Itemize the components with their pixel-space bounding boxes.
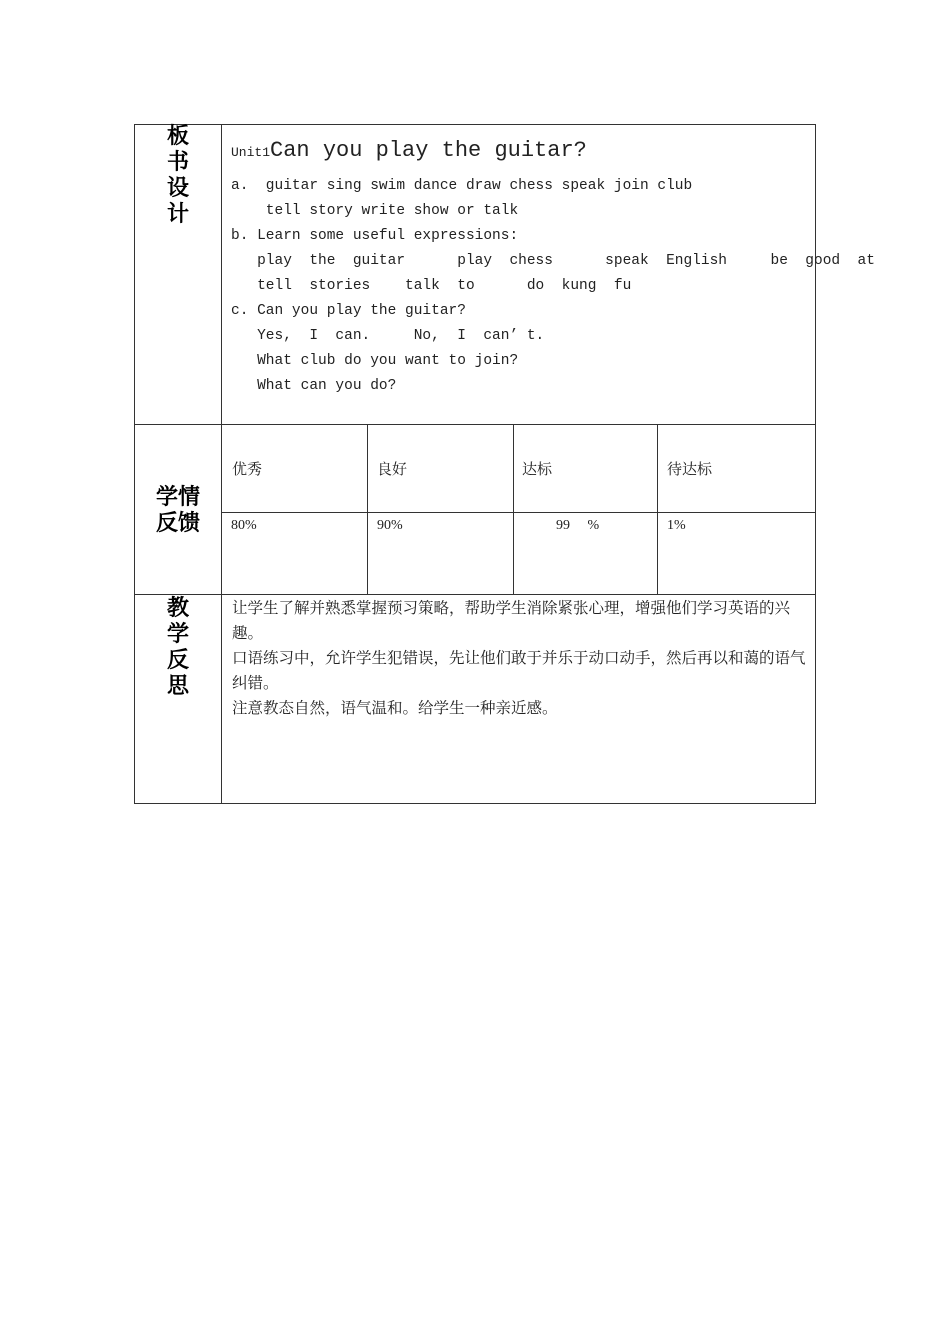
- label-line: 学情: [155, 485, 200, 510]
- board-line: What can you do?: [231, 378, 397, 394]
- label-char: 计: [166, 202, 189, 227]
- feedback-col-divider: [367, 424, 368, 594]
- label-char: 思: [166, 674, 189, 699]
- table-row-divider: [134, 424, 816, 425]
- lesson-title: Can you play the guitar?: [270, 138, 587, 163]
- table-border-top: [134, 124, 816, 125]
- label-char: 反: [166, 648, 189, 673]
- unit-label: Unit1: [231, 145, 271, 160]
- grade-below-value: 1%: [667, 518, 686, 533]
- label-line: 反馈: [155, 511, 200, 536]
- feedback-label: [152, 485, 204, 537]
- label-char: 学: [166, 622, 189, 647]
- reflection-text: [232, 596, 812, 721]
- table-border-left: [134, 124, 135, 804]
- grade-good-value: 90%: [377, 518, 403, 533]
- board-line: tell story write show or talk: [231, 203, 519, 219]
- grade-pass-header: 达标: [522, 460, 553, 478]
- feedback-col-divider: [657, 424, 658, 594]
- reflection-label: [166, 596, 190, 700]
- table-row-divider: [134, 594, 816, 595]
- grade-excellent-value: 80%: [231, 518, 257, 533]
- board-design-label: [166, 124, 190, 228]
- label-char: 设: [166, 176, 189, 201]
- reflection-paragraph: 让学生了解并熟悉掌握预习策略，帮助学生消除紧张心理，增强他们学习英语的兴趣。: [232, 599, 791, 642]
- board-line: Yes, I can. No, I can’ t.: [231, 328, 545, 344]
- board-line: What club do you want to join?: [231, 353, 519, 369]
- table-border-right: [815, 124, 816, 804]
- grade-below-header: 待达标: [667, 460, 713, 478]
- feedback-col-divider: [513, 424, 514, 594]
- board-line: c. Can you play the guitar?: [231, 303, 466, 319]
- feedback-header-divider: [222, 512, 816, 513]
- table-border-bottom: [134, 803, 816, 804]
- label-char: 板: [166, 124, 189, 149]
- label-char: 书: [166, 150, 189, 175]
- board-line: tell stories talk to do kung fu: [231, 278, 632, 294]
- reflection-paragraph: 注意教态自然，语气温和。给学生一种亲近感。: [232, 699, 558, 717]
- grade-excellent-header: 优秀: [232, 460, 263, 478]
- grade-good-header: 良好: [377, 460, 408, 478]
- board-title: [231, 138, 587, 163]
- board-line: play the guitar play chess speak English be good at: [231, 253, 875, 269]
- board-line: b. Learn some useful expressions:: [231, 228, 519, 244]
- grade-pass-value: 99 %: [556, 518, 600, 533]
- label-column-divider: [221, 124, 222, 804]
- reflection-paragraph: 口语练习中，允许学生犯错误，先让他们敢于并乐于动口动手，然后再以和蔼的语气纠错。: [232, 649, 806, 692]
- board-line: a. guitar sing swim dance draw chess speak join club: [231, 178, 693, 194]
- label-char: 教: [166, 596, 189, 621]
